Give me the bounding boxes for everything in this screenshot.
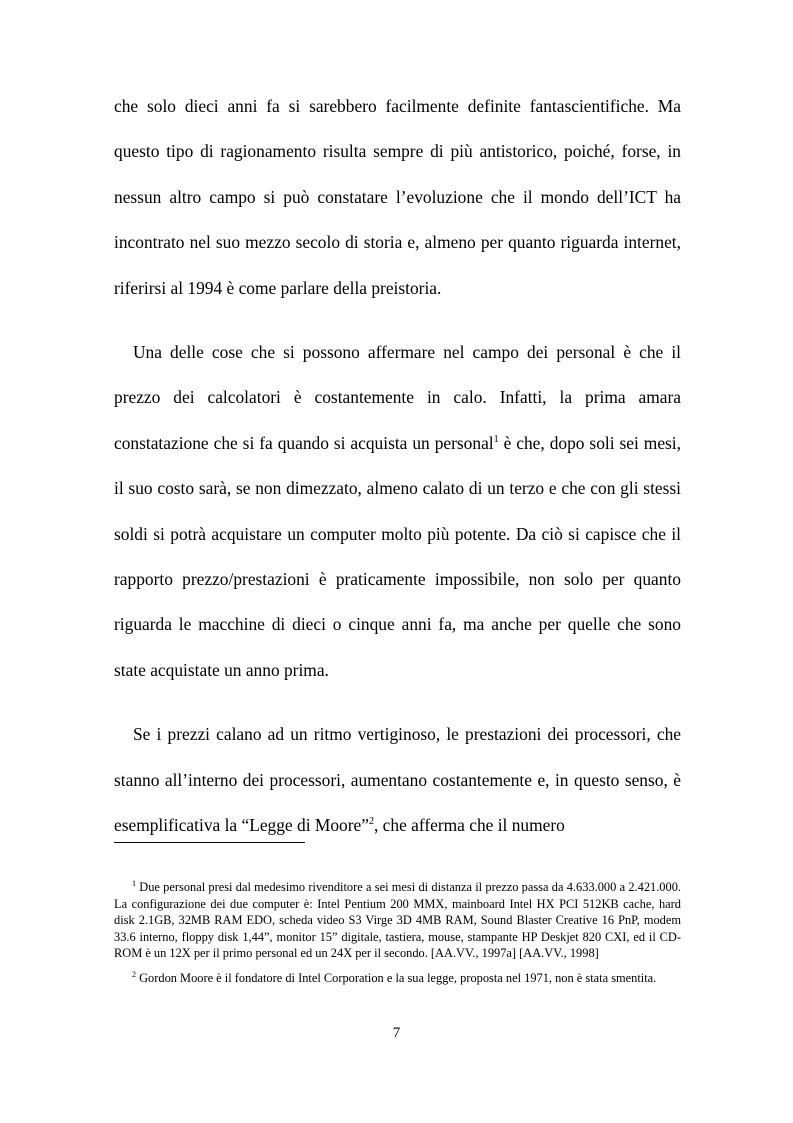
footnote-1-text: Due personal presi dal medesimo rivenditore a sei mesi di distanza il prezzo passa da 4.633.000 a 2.421.000. La configurazione dei due computer è: Intel Pentium 200 MMX, mainboard Intel HX PCI 512KB cache, hard disk 2.1GB, 32MB RAM EDO, scheda video S3 Virge 3D 4MB RAM, Sound Blaster Creative 16 PnP, modem 33.6 interno, floppy disk 1,44”, monitor 15” digitale, tastiera, mouse, stampante HP Deskjet 820 CXI, ed il CD-ROM è un 12X per il primo personal ed un 24X per il secondo. [AA.VV., 1997a] [AA.VV., 1998]: [114, 880, 681, 960]
footnote-ref-1[interactable]: 1: [493, 433, 499, 445]
paragraph-1: che solo dieci anni fa si sarebbero facilmente definite fantascientifiche. Ma questo tipo di ragionamento risulta sempre di più antistorico, poiché, forse, in nessun altro campo si può constatare l’evoluzione che il mondo dell’ICT ha incontrato nel suo mezzo secolo di storia e, almeno per quanto riguarda internet, riferirsi al 1994 è come parlare della preistoria.: [114, 96, 681, 298]
footnote-1-number: 1: [132, 879, 136, 888]
footnote-ref-2[interactable]: 2: [368, 816, 374, 828]
footnote-2-number: 2: [132, 969, 136, 979]
footnote-2-text: Gordon Moore è il fondatore di Intel Corporation e la sua legge, proposta nel 1971, non è stata smentita.: [136, 970, 657, 985]
paragraph-3-text-a: Se i prezzi calano ad un ritmo vertiginoso, le prestazioni dei processori, che stanno all’interno dei processori, aumentano costantemente e, in questo senso, è esemplificativa la “Legge di Moore”: [114, 724, 681, 836]
page-number: 7: [392, 1025, 401, 1041]
body-text: [114, 84, 681, 849]
paragraph-3: [114, 712, 681, 848]
paragraph-2: [114, 330, 681, 693]
paragraph-3-text-b: , che afferma che il numero: [373, 815, 565, 836]
paragraph-2-text-b: è che, dopo soli sei mesi, il suo costo sarà, se non dimezzato, almeno calato di un terzo e che con gli stessi soldi si potrà acquistare un computer molto più potente. Da ciò si capisce che il rapporto prezzo/prestazioni è praticamente impossibile, non solo per quanto riguarda le macchine di dieci o cinque anni fa, ma anche per quelle che sono state acquistate un anno prima.: [114, 432, 681, 680]
footnotes: [114, 879, 681, 994]
footnote-separator: [114, 842, 305, 843]
footnote-2: [114, 970, 681, 987]
footnote-1: [114, 879, 681, 962]
paragraph-2-text-a: Una delle cose che si possono affermare nel campo dei personal è che il prezzo dei calcolatori è costantemente in calo. Infatti, la prima amara constatazione che si fa quando si acquista un personal: [114, 342, 681, 453]
